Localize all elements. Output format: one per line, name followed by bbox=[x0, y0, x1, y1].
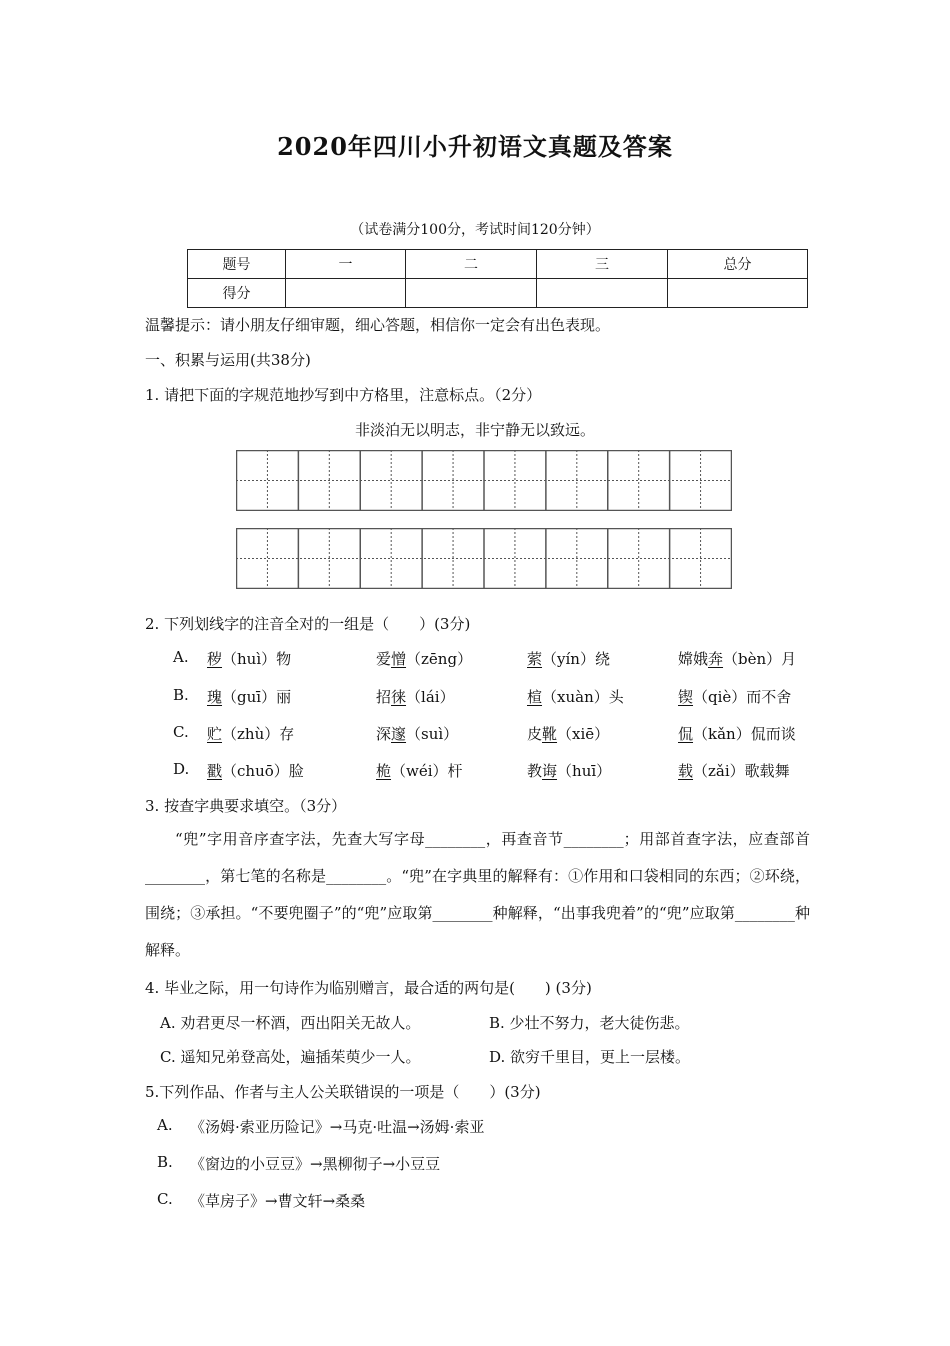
question-2-option-letter: B. bbox=[173, 686, 189, 704]
underlined-character: 秽 bbox=[207, 650, 223, 668]
pinyin-annotation: （xiē） bbox=[557, 725, 610, 743]
table-header-cell: 题号 bbox=[188, 250, 286, 279]
question-4-option: D. 欲穷千里目，更上一层楼。 bbox=[489, 1048, 691, 1066]
item-prefix: 深 bbox=[376, 725, 392, 743]
question-2-option-item bbox=[376, 723, 458, 744]
pinyin-annotation: （wéi）杆 bbox=[391, 762, 463, 780]
question-5-option-text: 《草房子》→曹文轩→桑桑 bbox=[190, 1192, 366, 1210]
score-cell[interactable] bbox=[406, 279, 537, 308]
question-2-option-letter: A. bbox=[173, 648, 189, 666]
pinyin-annotation: （suì） bbox=[406, 725, 459, 743]
question-2-option-item bbox=[527, 723, 609, 744]
pinyin-annotation: （lái） bbox=[406, 688, 455, 706]
score-cell[interactable] bbox=[537, 279, 668, 308]
pinyin-annotation: （zǎi）歌载舞 bbox=[693, 762, 790, 780]
question-2-option-item bbox=[678, 723, 796, 744]
underlined-character: 邃 bbox=[391, 725, 407, 743]
table-row-label: 得分 bbox=[188, 279, 286, 308]
table-header-cell: 总分 bbox=[668, 250, 808, 279]
question-1-stem: 1. 请把下面的字规范地抄写到中方格里，注意标点。（2分） bbox=[145, 386, 542, 404]
writing-grid[interactable] bbox=[236, 528, 732, 589]
question-2-option-item bbox=[527, 686, 624, 707]
question-2-option-letter: C. bbox=[173, 723, 189, 741]
item-prefix: 招 bbox=[376, 688, 392, 706]
question-3-paragraph: “兜”字用音序查字法，先查大写字母________，再查音节________；用部首查字法，应查部首________，第七笔的名称是________。“兜”在字典里的解释有：①作用和口袋相同的东西；②环绕，围绕；③承担。“不要兜圈子”的“兜”应取第________种解释，“出事我兜着”的“兜”应取第________种解释。 bbox=[145, 830, 810, 959]
item-prefix: 嫦娥 bbox=[678, 650, 709, 668]
question-2-option-item bbox=[678, 648, 796, 669]
item-prefix: 教 bbox=[527, 762, 543, 780]
pinyin-annotation: （zēng） bbox=[406, 650, 473, 668]
underlined-character: 憎 bbox=[391, 650, 407, 668]
table-header-cell: 三 bbox=[537, 250, 668, 279]
pinyin-annotation: （qiè）而不舍 bbox=[693, 688, 792, 706]
pinyin-annotation: （zhù）存 bbox=[222, 725, 295, 743]
exam-note: （试卷满分100分，考试时间120分钟） bbox=[350, 222, 600, 238]
score-table bbox=[187, 249, 808, 308]
underlined-character: 萦 bbox=[527, 650, 543, 668]
pinyin-annotation: （chuō）脸 bbox=[222, 762, 304, 780]
grid-lines bbox=[236, 528, 732, 589]
question-2-option-item bbox=[207, 723, 294, 744]
pinyin-annotation: （bèn）月 bbox=[723, 650, 797, 668]
question-5-option-letter: C. bbox=[157, 1190, 173, 1208]
table-row bbox=[188, 250, 808, 279]
question-5-option-text: 《窗边的小豆豆》→黑柳彻子→小豆豆 bbox=[190, 1155, 441, 1173]
question-3-stem: 3. 按查字典要求填空。（3分） bbox=[145, 797, 347, 815]
section-heading: 一、积累与运用(共38分) bbox=[145, 351, 311, 369]
underlined-character: 贮 bbox=[207, 725, 223, 743]
question-5-option-letter: A. bbox=[157, 1116, 173, 1134]
underlined-character: 徕 bbox=[391, 688, 407, 706]
question-4-stem: 4. 毕业之际，用一句诗作为临别赠言，最合适的两句是( ) (3分) bbox=[145, 979, 592, 997]
table-header-cell: 二 bbox=[406, 250, 537, 279]
underlined-character: 靴 bbox=[542, 725, 558, 743]
question-2-option-item bbox=[376, 686, 455, 707]
pinyin-annotation: （xuàn）头 bbox=[542, 688, 624, 706]
pinyin-annotation: （huì）物 bbox=[222, 650, 292, 668]
underlined-character: 诲 bbox=[542, 762, 558, 780]
question-2-option-item bbox=[678, 760, 790, 781]
question-2-option-item bbox=[207, 686, 291, 707]
underlined-character: 载 bbox=[678, 762, 694, 780]
question-4-option: A. 劝君更尽一杯酒，西出阳关无故人。 bbox=[160, 1014, 421, 1032]
grid-lines bbox=[236, 450, 732, 511]
question-2-option-item bbox=[207, 760, 304, 781]
pinyin-annotation: （yín）绕 bbox=[542, 650, 610, 668]
pinyin-annotation: （kǎn）侃而谈 bbox=[693, 725, 796, 743]
score-cell[interactable] bbox=[286, 279, 406, 308]
underlined-character: 奔 bbox=[708, 650, 724, 668]
underlined-character: 戳 bbox=[207, 762, 223, 780]
question-2-option-item bbox=[376, 648, 472, 669]
page-title: 2020年四川小升初语文真题及答案 bbox=[277, 132, 673, 161]
question-2-stem: 2. 下列划线字的注音全对的一组是（ ）(3分) bbox=[145, 615, 471, 633]
question-2-option-item bbox=[678, 686, 791, 707]
question-5-option-letter: B. bbox=[157, 1153, 173, 1171]
underlined-character: 侃 bbox=[678, 725, 694, 743]
table-header-cell: 一 bbox=[286, 250, 406, 279]
question-4-option: B. 少壮不努力，老大徒伤悲。 bbox=[489, 1014, 690, 1032]
writing-grid[interactable] bbox=[236, 450, 732, 511]
question-2-option-item bbox=[376, 760, 463, 781]
underlined-character: 桅 bbox=[376, 762, 392, 780]
underlined-character: 楦 bbox=[527, 688, 543, 706]
question-2-option-item bbox=[207, 648, 291, 669]
pinyin-annotation: （guī）丽 bbox=[222, 688, 292, 706]
tip-text: 温馨提示：请小朋友仔细审题，细心答题，相信你一定会有出色表现。 bbox=[145, 316, 611, 334]
pinyin-annotation: （huī） bbox=[557, 762, 612, 780]
table-row bbox=[188, 279, 808, 308]
underlined-character: 瑰 bbox=[207, 688, 223, 706]
question-2-option-item bbox=[527, 760, 611, 781]
question-2-option-item bbox=[527, 648, 610, 669]
copy-sentence: 非淡泊无以明志，非宁静无以致远。 bbox=[354, 421, 595, 439]
question-5-option-text: 《汤姆·索亚历险记》→马克·吐温→汤姆·索亚 bbox=[190, 1118, 485, 1136]
question-5-stem: 5.下列作品、作者与主人公关联错误的一项是（ ）(3分) bbox=[145, 1083, 541, 1101]
item-prefix: 皮 bbox=[527, 725, 543, 743]
item-prefix: 爱 bbox=[376, 650, 392, 668]
score-cell[interactable] bbox=[668, 279, 808, 308]
question-4-option: C. 遥知兄弟登高处，遍插茱萸少一人。 bbox=[160, 1048, 421, 1066]
question-2-option-letter: D. bbox=[173, 760, 190, 778]
underlined-character: 锲 bbox=[678, 688, 694, 706]
